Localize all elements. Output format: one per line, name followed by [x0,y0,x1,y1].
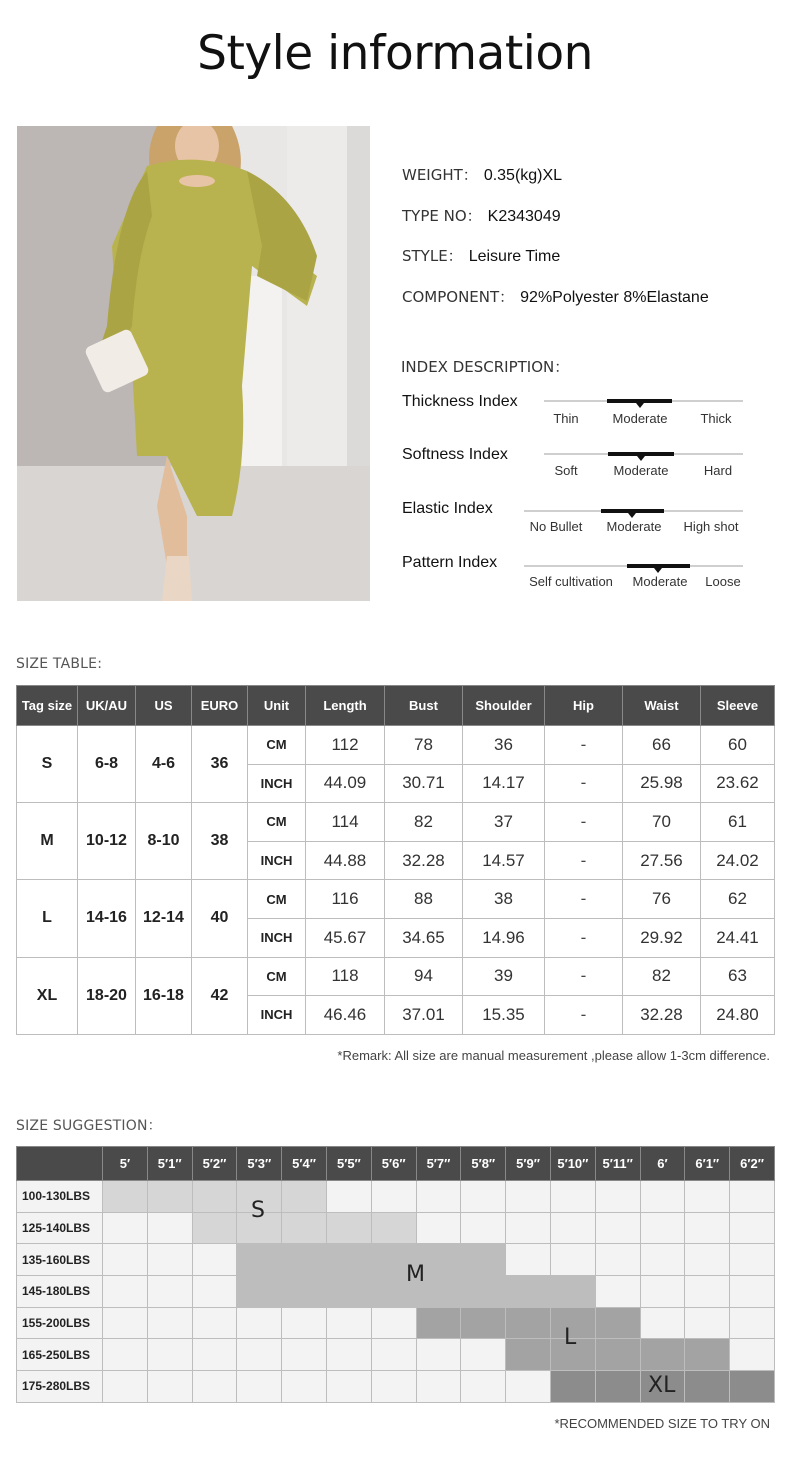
grid-cell [550,1181,595,1213]
col-sleeve: Sleeve [701,686,775,726]
uk-au-cell: 14-16 [78,880,136,957]
sleeve-cell: 24.41 [701,918,775,957]
size-cell-l [416,1307,461,1339]
size-cell-s [282,1212,327,1244]
unit-cell: INCH [248,764,306,803]
size-zone-l: L [564,1325,577,1350]
table-row [17,1244,775,1276]
table-row [17,1339,775,1371]
size-cell-s [371,1212,416,1244]
pattern-option-3: Loose [705,574,741,589]
length-cell: 112 [306,726,385,765]
us-cell: 12-14 [136,880,192,957]
grid-cell [326,1307,371,1339]
size-cell-xl [685,1371,730,1403]
grid-cell [685,1244,730,1276]
grid-cell [282,1339,327,1371]
type-value: K2343049 [487,208,561,225]
style-row [402,245,560,266]
grid-cell [103,1276,148,1308]
grid-cell [416,1371,461,1403]
size-suggestion-grid [16,1146,775,1403]
size-cell-m [237,1276,282,1308]
tag-size-cell: L [17,880,78,957]
bust-cell: 30.71 [385,764,463,803]
pattern-pointer-icon [654,568,662,573]
unit-cell: INCH [248,996,306,1035]
grid-cell [103,1307,148,1339]
col-unit: Unit [248,686,306,726]
height-header: 5′9″ [506,1147,551,1181]
grid-cell [416,1212,461,1244]
grid-cell [730,1212,775,1244]
sleeve-cell: 23.62 [701,764,775,803]
shoulder-cell: 14.96 [463,918,545,957]
style-label: STYLE： [402,247,463,265]
bust-cell: 32.28 [385,841,463,880]
sleeve-cell: 24.80 [701,996,775,1035]
size-cell-l [506,1307,551,1339]
grid-cell [326,1181,371,1213]
height-header: 5′1″ [147,1147,192,1181]
length-cell: 44.09 [306,764,385,803]
col-bust: Bust [385,686,463,726]
table-row [17,1212,775,1244]
waist-cell: 70 [623,803,701,842]
waist-cell: 82 [623,957,701,996]
euro-cell: 38 [192,803,248,880]
grid-cell [685,1276,730,1308]
elastic-option-2: Moderate [606,519,662,534]
uk-au-cell: 6-8 [78,726,136,803]
thickness-option-2: Moderate [612,411,668,426]
style-value: Leisure Time [468,248,561,265]
waist-cell: 27.56 [623,841,701,880]
size-table-label: SIZE TABLE: [16,656,103,672]
col-length: Length [306,686,385,726]
size-cell-m [461,1244,506,1276]
table-row [17,880,775,919]
weight-label: 175-280LBS [17,1371,103,1403]
weight-label: 145-180LBS [17,1276,103,1308]
shoulder-cell: 36 [463,726,545,765]
softness-index-label: Softness Index [402,446,508,463]
bust-cell: 82 [385,803,463,842]
grid-cell [730,1307,775,1339]
us-cell: 16-18 [136,957,192,1034]
grid-cell [595,1212,640,1244]
tag-size-cell: M [17,803,78,880]
weight-label: 165-250LBS [17,1339,103,1371]
page-title: Style information [197,26,593,81]
waist-cell: 32.28 [623,996,701,1035]
us-cell: 4-6 [136,726,192,803]
unit-cell: CM [248,957,306,996]
pattern-option-1: Self cultivation [529,574,613,589]
length-cell: 114 [306,803,385,842]
unit-cell: INCH [248,841,306,880]
table-row [17,1307,775,1339]
hip-cell: - [545,726,623,765]
size-cell-s [192,1212,237,1244]
size-cell-m [326,1244,371,1276]
height-header: 5′5″ [326,1147,371,1181]
tag-size-cell: S [17,726,78,803]
hip-cell: - [545,841,623,880]
grid-cell [506,1181,551,1213]
sleeve-cell: 62 [701,880,775,919]
elastic-pointer-icon [628,513,636,518]
grid-cell [640,1276,685,1308]
size-cell-l [461,1307,506,1339]
grid-cell [192,1339,237,1371]
bust-cell: 78 [385,726,463,765]
thickness-option-1: Thin [553,411,579,426]
grid-cell [461,1339,506,1371]
length-cell: 116 [306,880,385,919]
grid-cell [326,1339,371,1371]
softness-option-2: Moderate [613,463,669,478]
grid-cell [640,1181,685,1213]
size-cell-m [282,1244,327,1276]
grid-cell [461,1181,506,1213]
shoulder-cell: 15.35 [463,996,545,1035]
size-zone-s: S [251,1198,265,1223]
suggestion-header [17,1147,775,1181]
grid-cell [595,1181,640,1213]
softness-option-3: Hard [703,463,733,478]
shoulder-cell: 14.57 [463,841,545,880]
length-cell: 44.88 [306,841,385,880]
sleeve-cell: 24.02 [701,841,775,880]
grid-cell [103,1339,148,1371]
size-cell-xl [550,1371,595,1403]
unit-cell: CM [248,726,306,765]
size-cell-m [461,1276,506,1308]
weight-label: 155-200LBS [17,1307,103,1339]
weight-label: 100-130LBS [17,1181,103,1213]
euro-cell: 42 [192,957,248,1034]
height-header: 5′7″ [416,1147,461,1181]
index-heading: INDEX DESCRIPTION： [401,358,570,376]
grid-cell [103,1371,148,1403]
component-value: 92%Polyester 8%Elastane [520,289,709,306]
grid-cell [730,1181,775,1213]
col-euro: EURO [192,686,248,726]
unit-cell: INCH [248,918,306,957]
height-header: 5′3″ [237,1147,282,1181]
col-uk-au: UK/AU [78,686,136,726]
height-header: 6′2″ [730,1147,775,1181]
col-shoulder: Shoulder [463,686,545,726]
grid-cell [147,1307,192,1339]
hip-cell: - [545,918,623,957]
type-label: TYPE NO： [402,207,482,225]
col-hip: Hip [545,686,623,726]
size-cell-m [282,1276,327,1308]
waist-cell: 25.98 [623,764,701,803]
height-header: 5′10″ [550,1147,595,1181]
elastic-option-1: No Bullet [529,519,583,534]
grid-cell [237,1307,282,1339]
grid-cell [550,1212,595,1244]
table-row [17,803,775,842]
size-table-header [17,686,775,726]
thickness-index-label: Thickness Index [402,393,518,410]
grid-cell [147,1244,192,1276]
size-table [16,685,775,1035]
sleeve-cell: 60 [701,726,775,765]
size-cell-m [550,1276,595,1308]
waist-cell: 76 [623,880,701,919]
elastic-option-3: High shot [683,519,739,534]
height-header: 6′1″ [685,1147,730,1181]
tag-size-cell: XL [17,957,78,1034]
grid-cell [237,1339,282,1371]
grid-cell [103,1212,148,1244]
grid-cell [326,1371,371,1403]
elastic-index-label: Elastic Index [402,500,493,517]
uk-au-cell: 18-20 [78,957,136,1034]
grid-cell [282,1307,327,1339]
grid-cell [416,1339,461,1371]
euro-cell: 36 [192,726,248,803]
grid-cell [730,1276,775,1308]
size-cell-l [595,1307,640,1339]
grid-cell [192,1371,237,1403]
size-zone-m: M [406,1262,425,1287]
size-cell-xl [730,1371,775,1403]
size-cell-l [506,1339,551,1371]
size-cell-s [147,1181,192,1213]
grid-corner [17,1147,103,1181]
grid-cell [192,1307,237,1339]
height-header: 5′4″ [282,1147,327,1181]
size-zone-xl: XL [648,1373,676,1398]
size-cell-s [103,1181,148,1213]
weight-value: 0.35(kg)XL [483,167,563,184]
grid-cell [237,1371,282,1403]
weight-row [402,164,562,185]
thickness-option-3: Thick [700,411,732,426]
grid-cell [147,1212,192,1244]
pattern-index-label: Pattern Index [402,554,498,571]
product-photo [17,126,370,601]
us-cell: 8-10 [136,803,192,880]
shoulder-cell: 39 [463,957,545,996]
bust-cell: 34.65 [385,918,463,957]
grid-cell [371,1181,416,1213]
pattern-option-2: Moderate [632,574,688,589]
unit-cell: CM [248,880,306,919]
table-row [17,1276,775,1308]
col-tag-size: Tag size [17,686,78,726]
grid-cell [506,1371,551,1403]
component-label: COMPONENT： [402,288,515,306]
grid-cell [371,1307,416,1339]
grid-cell [147,1371,192,1403]
size-cell-xl [595,1371,640,1403]
grid-cell [685,1212,730,1244]
height-header: 5′2″ [192,1147,237,1181]
grid-cell [730,1244,775,1276]
waist-cell: 29.92 [623,918,701,957]
suggestion-footnote: *RECOMMENDED SIZE TO TRY ON [554,1416,770,1431]
grid-cell [147,1339,192,1371]
col-waist: Waist [623,686,701,726]
size-cell-l [595,1339,640,1371]
grid-cell [506,1244,551,1276]
height-header: 5′8″ [461,1147,506,1181]
uk-au-cell: 10-12 [78,803,136,880]
bust-cell: 94 [385,957,463,996]
shoulder-cell: 14.17 [463,764,545,803]
hip-cell: - [545,996,623,1035]
size-suggestion-label: SIZE SUGGESTION： [16,1118,162,1134]
softness-option-1: Soft [554,463,578,478]
size-cell-s [326,1212,371,1244]
weight-label: 135-160LBS [17,1244,103,1276]
bust-cell: 37.01 [385,996,463,1035]
grid-cell [282,1371,327,1403]
hip-cell: - [545,764,623,803]
thickness-pointer-icon [636,403,644,408]
height-header: 5′ [103,1147,148,1181]
size-cell-s [192,1181,237,1213]
grid-cell [461,1371,506,1403]
grid-cell [461,1212,506,1244]
grid-cell [595,1276,640,1308]
height-header: 5′6″ [371,1147,416,1181]
grid-cell [192,1244,237,1276]
sleeve-cell: 63 [701,957,775,996]
height-header: 5′11″ [595,1147,640,1181]
length-cell: 46.46 [306,996,385,1035]
grid-cell [506,1212,551,1244]
grid-cell [192,1276,237,1308]
weight-label: 125-140LBS [17,1212,103,1244]
size-cell-s [282,1181,327,1213]
grid-cell [640,1244,685,1276]
size-cell-m [506,1276,551,1308]
component-row [402,286,709,307]
bust-cell: 88 [385,880,463,919]
softness-pointer-icon [637,456,645,461]
size-cell-l [640,1339,685,1371]
size-remark: *Remark: All size are manual measurement ,please allow 1-3cm difference. [337,1048,770,1063]
shoulder-cell: 37 [463,803,545,842]
table-row [17,957,775,996]
euro-cell: 40 [192,880,248,957]
waist-cell: 66 [623,726,701,765]
grid-cell [147,1276,192,1308]
grid-cell [730,1339,775,1371]
size-cell-l [685,1339,730,1371]
sleeve-cell: 61 [701,803,775,842]
grid-cell [371,1371,416,1403]
size-cell-m [237,1244,282,1276]
hip-cell: - [545,957,623,996]
grid-cell [685,1307,730,1339]
grid-cell [371,1339,416,1371]
unit-cell: CM [248,803,306,842]
col-us: US [136,686,192,726]
hip-cell: - [545,803,623,842]
height-header: 6′ [640,1147,685,1181]
grid-cell [640,1307,685,1339]
type-row [402,205,561,226]
length-cell: 45.67 [306,918,385,957]
hip-cell: - [545,880,623,919]
grid-cell [595,1244,640,1276]
length-cell: 118 [306,957,385,996]
size-cell-m [326,1276,371,1308]
shoulder-cell: 38 [463,880,545,919]
table-row [17,726,775,765]
grid-cell [103,1244,148,1276]
table-row [17,1181,775,1213]
weight-label: WEIGHT： [402,166,478,184]
grid-cell [416,1181,461,1213]
grid-cell [550,1244,595,1276]
grid-cell [685,1181,730,1213]
grid-cell [640,1212,685,1244]
